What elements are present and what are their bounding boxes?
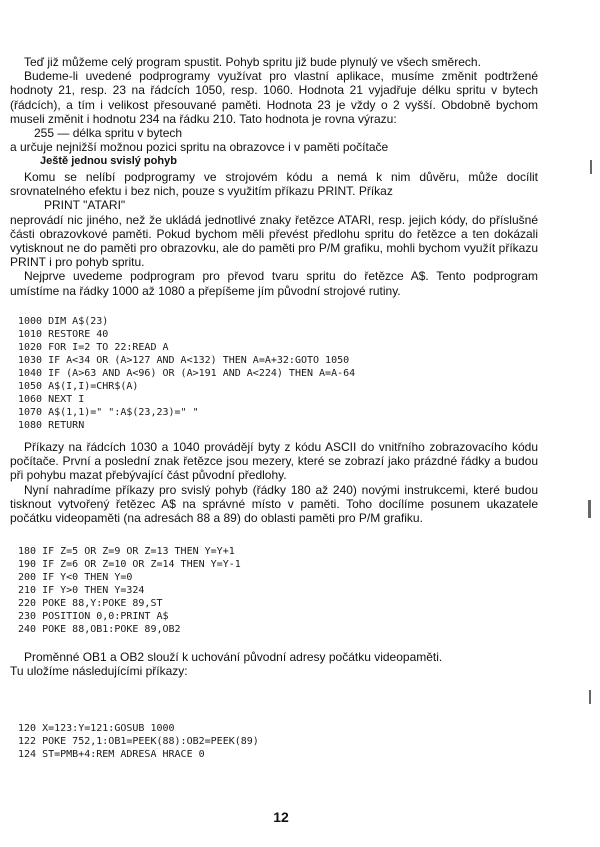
subroutine-intro: Nejprve uvedeme podprogram pro převod tvaru spritu do řetězce A$. Tento podprogram umístíme na řádky 1000 až 1080 a přepíšeme jím původní strojové rutiny. <box>10 269 538 298</box>
intro-conclusion: a určuje nejnižší možnou pozici spritu na obrazovce i v paměti počítače <box>10 140 389 155</box>
code-line: 122 POKE 752,1:OB1=PEEK(88):OB2=PEEK(89) <box>18 736 259 747</box>
code-line: 1040 IF (A>63 AND A<96) OR (A>191 AND A<224) THEN A=A-64 <box>18 368 356 379</box>
page-number: 12 <box>273 809 289 825</box>
code-line: 230 POSITION 0,0:PRINT A$ <box>18 611 169 622</box>
print-explanation: neprovádí nic jiného, než že ukládá jednotlivé znaky řetězce ATARI, resp. jejich kódy, do příslušné části obrazovkové paměti. Pokud bychom měli převést předlohu spritu do řetězce a ten dokázali vytisknout ne do paměti pro obrazovku, ale do paměti pro P/M grafiku, mohli bychom využít příkazu PRINT i pro pohyb spritu. <box>10 212 538 270</box>
intro-sentence: Teď již můžeme celý program spustit. Pohyb spritu již bude plynulý ve všech směrech. <box>24 55 481 69</box>
code-line: 1020 FOR I=2 TO 22:READ A <box>18 342 169 353</box>
code-line: 1000 DIM A$(23) <box>18 316 109 327</box>
code-line: 1070 A$(1,1)=" ":A$(23,23)=" " <box>18 407 199 418</box>
paragraph-variables <box>10 650 538 678</box>
code-line: 240 POKE 88,OB1:POKE 89,OB2 <box>18 624 181 635</box>
code-listing-1 <box>18 315 355 432</box>
paragraph-intro <box>10 55 538 154</box>
code-line: 1050 A$(I,I)=CHR$(A) <box>18 381 139 392</box>
code-line: 1010 RESTORE 40 <box>18 329 109 340</box>
code-listing-2 <box>18 545 241 636</box>
print-command: PRINT "ATARI" <box>44 198 126 213</box>
print-intro: Komu se nelíbí podprogramy ve strojovém kódu a nemá k nim důvěru, může docílit srovnatelného efektu i bez nich, pouze s využitím příkazu PRINT. Příkaz <box>10 170 538 199</box>
sprite-formula: 255 — délka spritu v bytech <box>34 126 183 141</box>
code-line: 200 IF Y<0 THEN Y=0 <box>18 572 133 583</box>
code-line: 210 IF Y>0 THEN Y=324 <box>18 585 145 596</box>
ascii-explanation: Příkazy na řádcích 1030 a 1040 provádějí byty z kódu ASCII do vnitřního zobrazovacího kódu počítače. První a poslední znak řetězce jsou mezery, které se zobrazí jako prázdné řádky a budou při pohybu mazat přebývající část původní předlohy. <box>10 440 538 483</box>
code-listing-3 <box>18 722 259 761</box>
paragraph-print-method <box>10 170 538 298</box>
scan-mark <box>589 690 591 704</box>
code-line: 1060 NEXT I <box>18 394 85 405</box>
code-line: 180 IF Z=5 OR Z=9 OR Z=13 THEN Y=Y+1 <box>18 546 235 557</box>
code-line: 120 X=123:Y=121:GOSUB 1000 <box>18 723 175 734</box>
scan-mark <box>588 500 591 518</box>
code-line: 190 IF Z=6 OR Z=10 OR Z=14 THEN Y=Y-1 <box>18 559 241 570</box>
variables-intro: Tu uložíme následujícími příkazy: <box>10 664 188 679</box>
vertical-motion-explanation: Nyní nahradíme příkazy pro svislý pohyb (řádky 180 až 240) novými instrukcemi, které budou tisknout vytvořený řetězec A$ na správné místo v paměti. Toho docílíme posunem ukazatele počátku videopaměti (na adresách 88 a 89) do oblasti paměti pro P/M grafiku. <box>10 482 538 526</box>
code-line: 220 POKE 88,Y:POKE 89,ST <box>18 598 163 609</box>
code-line: 1030 IF A<34 OR (A>127 AND A<132) THEN A=A+32:GOTO 1050 <box>18 355 350 366</box>
intro-explanation: Budeme-li uvedené podprogramy využívat pro vlastní aplikace, musíme změnit podtržené hodnoty 21, resp. 23 na řádcích 1050, resp. 1060. Hodnota 21 vyjadřuje délku spritu v bytech (řádcích), a tím i velikost přesouvané paměti. Hodnota 23 je vždy o 2 vyšší. Obdobně bychom museli změnit i hodnotu 234 na řádku 210. Tato hodnota je rovna výrazu: <box>10 69 538 126</box>
scan-mark <box>590 160 592 174</box>
code-line: 1080 RETURN <box>18 420 85 431</box>
section-heading: Ještě jednou svislý pohyb <box>40 155 177 167</box>
code-line: 124 ST=PMB+4:REM ADRESA HRACE 0 <box>18 749 205 760</box>
paragraph-explanation <box>10 440 538 525</box>
variables-explanation: Proměnné OB1 a OB2 slouží k uchování původní adresy počátku videopaměti. <box>24 650 443 664</box>
